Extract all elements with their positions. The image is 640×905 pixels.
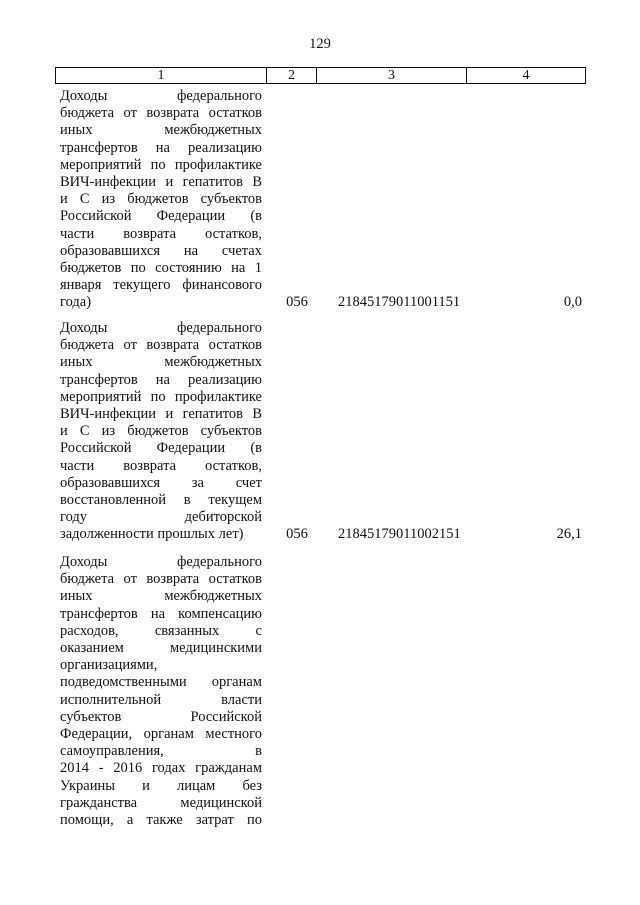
description-line: и С из бюджетов субъектов	[60, 191, 262, 208]
column-header-row	[56, 68, 586, 84]
amount: 0,0	[563, 294, 582, 310]
description-line: Федерации, органам местного	[60, 726, 262, 743]
description-line: гражданства медицинской	[60, 794, 262, 811]
row-description	[60, 554, 262, 829]
description-line: субъектов Российской	[60, 708, 262, 725]
description-line: января текущего финансового	[60, 277, 262, 294]
description-line: образовавшихся на счетах	[60, 242, 262, 259]
description-line: самоуправления, в	[60, 743, 262, 760]
description-line: мероприятий по профилактике	[60, 156, 262, 173]
description-line: образовавшихся за счет	[60, 474, 262, 491]
description-line: Российской Федерации (в	[60, 208, 262, 225]
description-line: части возврата остатков,	[60, 225, 262, 242]
description-line: Украины и лицам без	[60, 777, 262, 794]
description-line: помощи, а также затрат по	[60, 812, 262, 829]
admin-code: 056	[286, 526, 308, 542]
description-line: Российской Федерации (в	[60, 440, 262, 457]
description-line: мероприятий по профилактике	[60, 388, 262, 405]
row-description	[60, 320, 262, 544]
column-header-2: 2	[267, 68, 317, 84]
description-line: части возврата остатков,	[60, 457, 262, 474]
page-number: 129	[309, 36, 331, 52]
description-line: оказанием медицинскими	[60, 640, 262, 657]
column-header-1: 1	[56, 68, 267, 84]
description-line: исполнительной власти	[60, 691, 262, 708]
description-line: бюджета от возврата остатков	[60, 337, 262, 354]
description-line: Доходы федерального	[60, 554, 262, 570]
description-line: Доходы федерального	[60, 320, 262, 336]
description-line: подведомственными органам	[60, 674, 262, 691]
description-line: году дебиторской	[60, 509, 262, 526]
description-line: расходов, связанных с	[60, 622, 262, 639]
description-line: задолженности прошлых лет)	[60, 526, 244, 543]
description-line: иных межбюджетных	[60, 354, 262, 371]
description-line: 2014 - 2016 годах гражданам	[60, 760, 262, 777]
description-line: организациями,	[60, 657, 158, 674]
description-line: иных межбюджетных	[60, 588, 262, 605]
description-line: года)	[60, 294, 92, 311]
budget-classification-code: 21845179011001151	[338, 294, 461, 310]
description-line: ВИЧ-инфекции и гепатитов В	[60, 406, 262, 423]
description-line: бюджета от возврата остатков	[60, 571, 262, 588]
description-line: бюджета от возврата остатков	[60, 105, 262, 122]
column-header-table	[55, 67, 586, 84]
amount: 26,1	[556, 526, 582, 542]
description-line: восстановленной в текущем	[60, 492, 262, 509]
row-description	[60, 88, 262, 312]
column-header-4: 4	[467, 68, 586, 84]
budget-classification-code: 21845179011002151	[338, 526, 461, 542]
description-line: трансфертов на компенсацию	[60, 605, 262, 622]
description-line: и С из бюджетов субъектов	[60, 423, 262, 440]
description-line: трансфертов на реализацию	[60, 371, 262, 388]
description-line: трансфертов на реализацию	[60, 139, 262, 156]
description-line: ВИЧ-инфекции и гепатитов В	[60, 174, 262, 191]
description-line: бюджетов по состоянию на 1	[60, 260, 262, 277]
description-line: иных межбюджетных	[60, 122, 262, 139]
admin-code: 056	[286, 294, 308, 310]
description-line: Доходы федерального	[60, 88, 262, 104]
column-header-3: 3	[317, 68, 467, 84]
